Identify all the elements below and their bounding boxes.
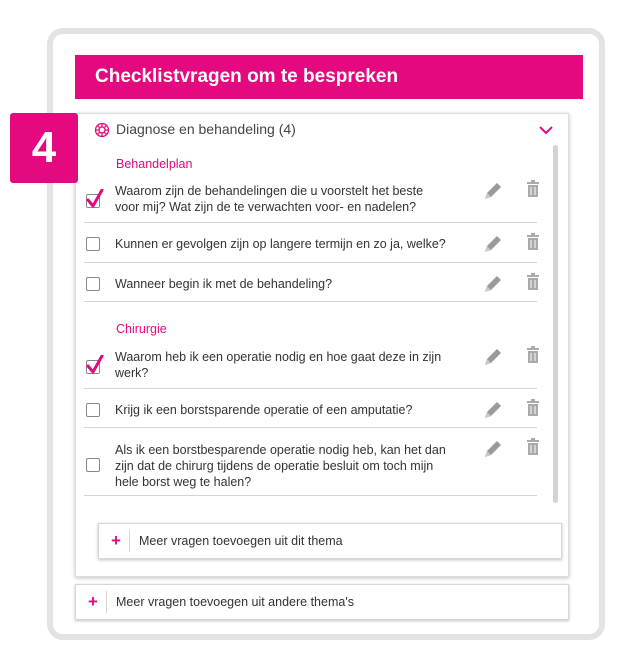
panel-header: Checklistvragen om te bespreken — [75, 55, 583, 99]
pencil-icon[interactable] — [482, 233, 504, 255]
trash-icon[interactable] — [526, 180, 540, 198]
section-label-chirurgie: Chirurgie — [116, 322, 167, 336]
checkmark-icon — [86, 189, 104, 209]
trash-icon[interactable] — [526, 233, 540, 251]
trash-icon[interactable] — [526, 438, 540, 456]
add-from-theme-button[interactable] — [98, 523, 562, 559]
pencil-icon[interactable] — [482, 438, 504, 460]
question-row — [84, 263, 537, 302]
question-row — [84, 342, 537, 389]
question-text: Waarom heb ik een operatie nodig en hoe gaat deze in zijn werk? — [115, 350, 442, 380]
question-text: Kunnen er gevolgen zijn op langere termijn en zo ja, welke? — [115, 237, 446, 251]
add-from-other-themes-button[interactable] — [75, 584, 569, 620]
plus-icon: + — [88, 592, 98, 611]
question-text: Wanneer begin ik met de behandeling? — [115, 277, 333, 291]
pencil-icon[interactable] — [482, 346, 504, 368]
section-label-behandelplan: Behandelplan — [116, 157, 193, 171]
question-checkbox[interactable] — [86, 458, 100, 472]
theme-title[interactable]: Diagnose en behandeling (4) — [116, 121, 296, 137]
question-checkbox[interactable] — [86, 194, 100, 208]
trash-icon[interactable] — [526, 346, 540, 364]
divider — [129, 530, 130, 552]
question-row — [84, 389, 537, 428]
trash-icon[interactable] — [526, 399, 540, 417]
pencil-icon[interactable] — [482, 399, 504, 421]
question-text: Als ik een borstbesparende operatie nodig heb, kan het dan zijn dat de chirurg tijdens de operatie besluit om toch mijn hele borst weg te halen? — [115, 443, 446, 489]
pencil-icon[interactable] — [482, 273, 504, 295]
add-from-other-themes-label: Meer vragen toevoegen uit andere thema's — [116, 595, 354, 609]
question-row — [84, 176, 537, 223]
checkmark-icon — [86, 355, 104, 375]
question-text: Waarom zijn de behandelingen die u voorstelt het beste voor mij? Wat zijn de te verwachten voor- en nadelen? — [115, 184, 424, 214]
chevron-down-icon[interactable] — [538, 123, 554, 137]
trash-icon[interactable] — [526, 273, 540, 291]
question-row — [84, 428, 537, 496]
scrollbar[interactable] — [553, 145, 558, 503]
pencil-icon[interactable] — [482, 180, 504, 202]
flower-icon — [94, 122, 110, 138]
question-text: Krijg ik een borstsparende operatie of een amputatie? — [115, 403, 413, 417]
step-badge: 4 — [10, 113, 78, 183]
divider — [106, 591, 107, 613]
plus-icon: + — [111, 531, 121, 550]
question-checkbox[interactable] — [86, 403, 100, 417]
question-row — [84, 223, 537, 263]
question-checkbox[interactable] — [86, 277, 100, 291]
add-from-theme-label: Meer vragen toevoegen uit dit thema — [139, 534, 343, 548]
question-checkbox[interactable] — [86, 237, 100, 251]
question-checkbox[interactable] — [86, 360, 100, 374]
